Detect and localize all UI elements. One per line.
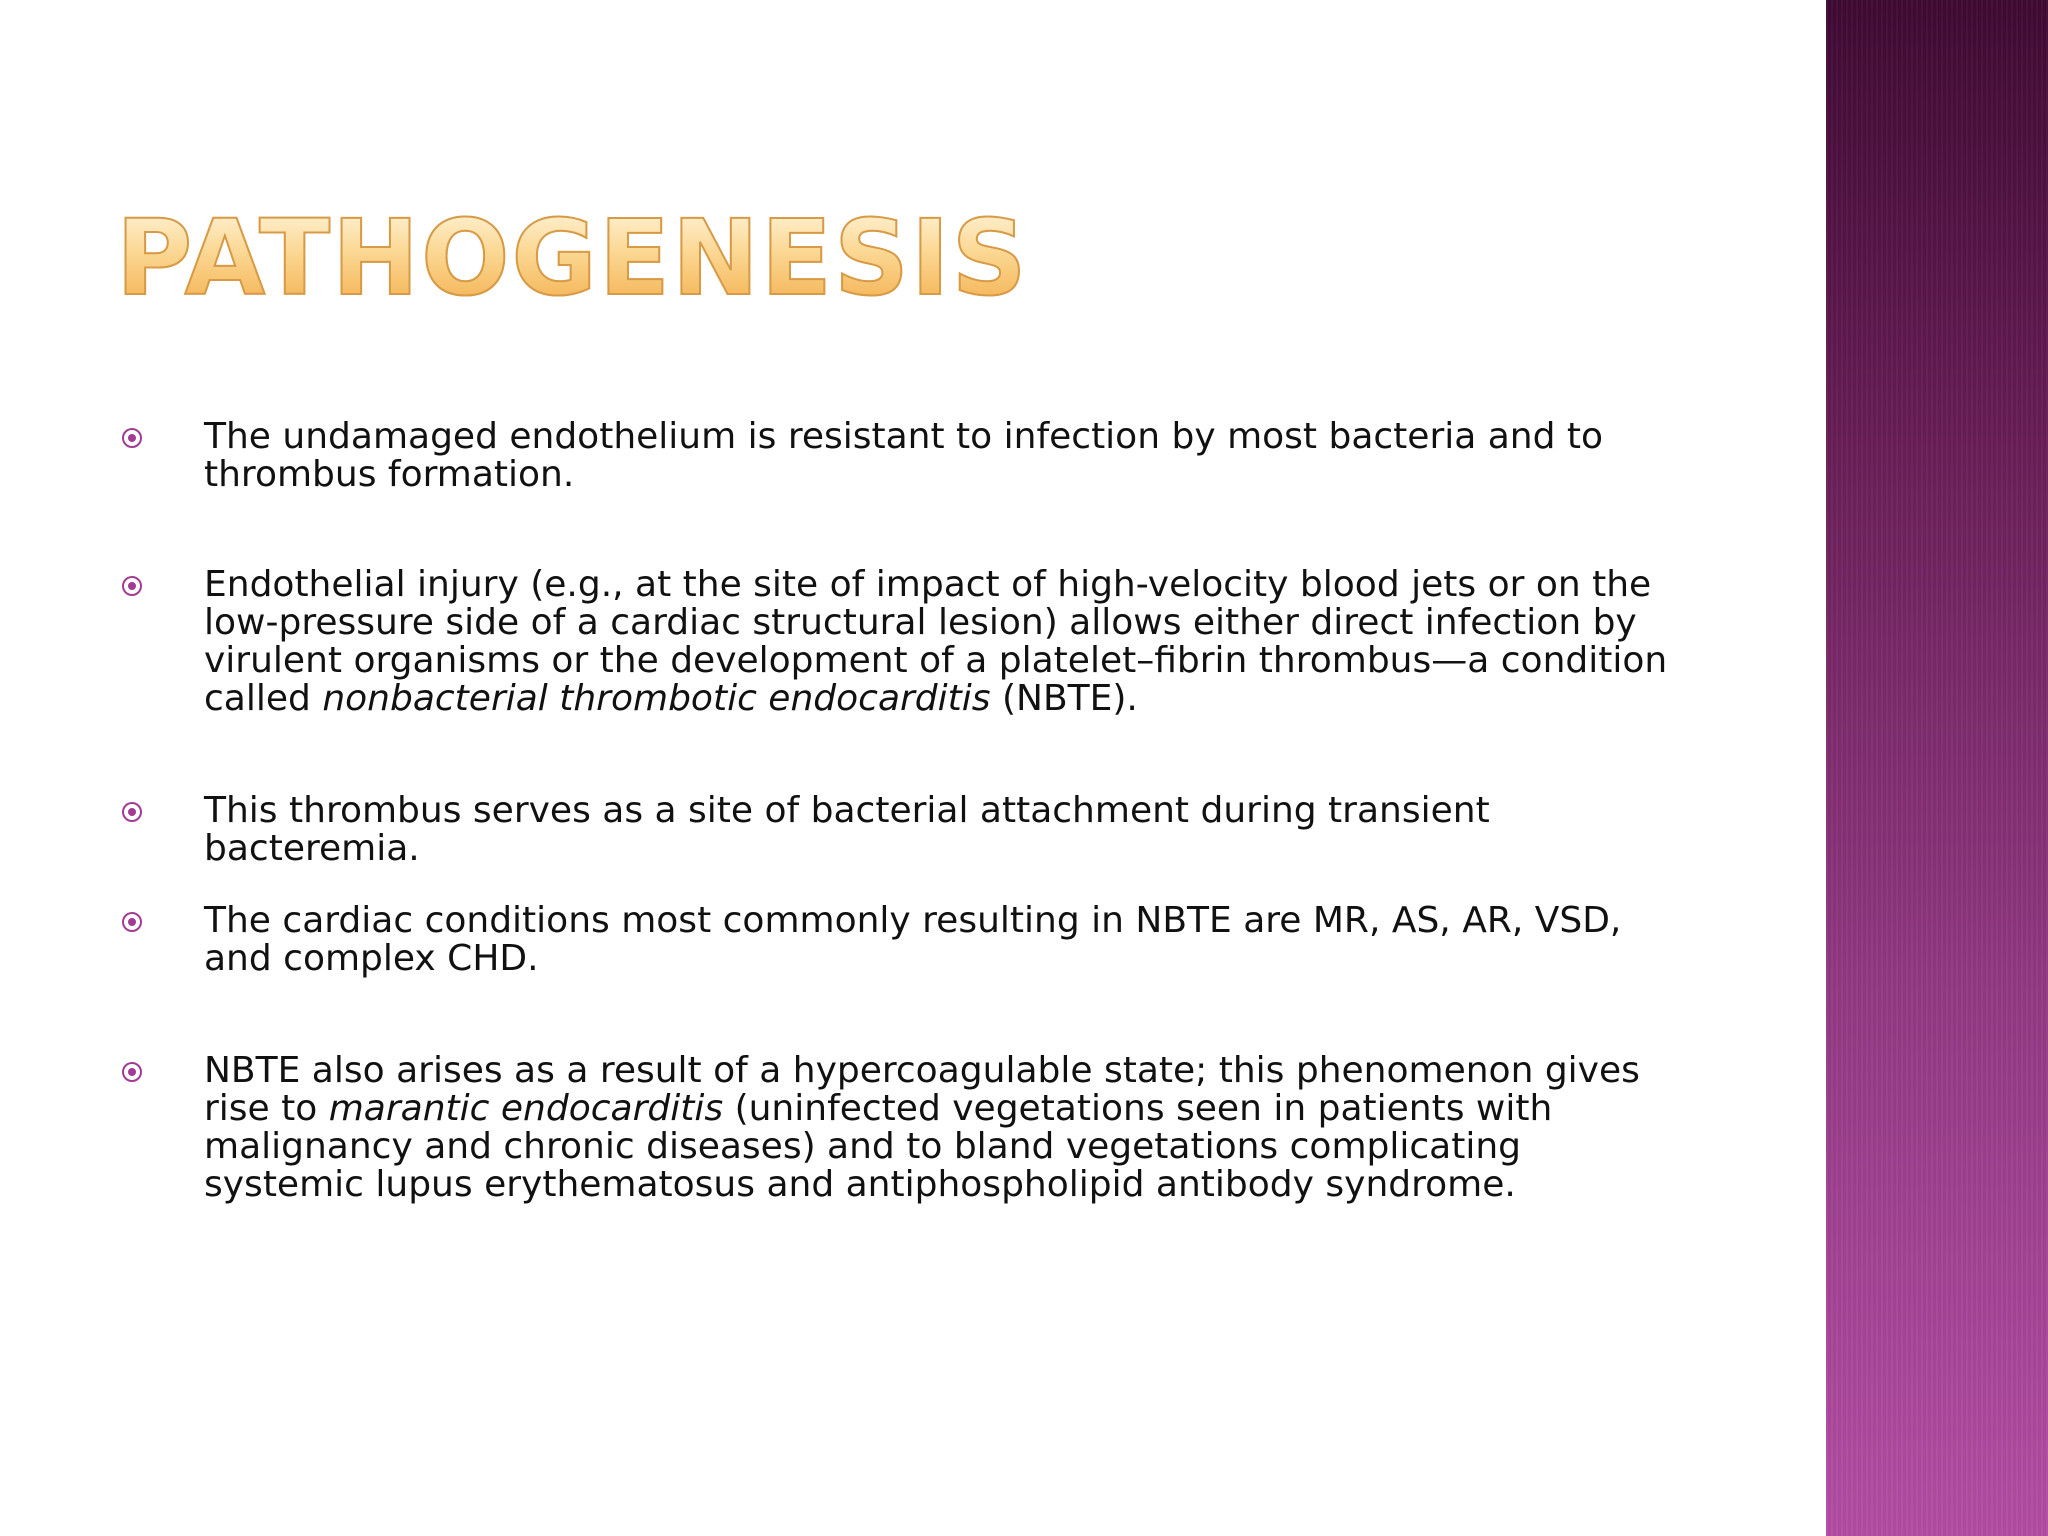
bullet-text-part: NBTE also arises as a result of a hypercoagulable state; this phenomenon gives rise to [204, 1050, 1640, 1129]
slide-title: PATHOGENESIS [116, 197, 1029, 319]
circle-dot-icon [122, 1062, 142, 1082]
bullet-text: This thrombus serves as a site of bacterial attachment during transient bacteremia. [204, 790, 1490, 869]
bullet-text-part: (NBTE). [990, 678, 1138, 719]
bullet-text-italic: marantic endocarditis [328, 1088, 724, 1129]
bullet-text: The cardiac conditions most commonly resulting in NBTE are MR, AS, AR, VSD, and complex CHD. [204, 900, 1622, 979]
bullet-item [122, 902, 1682, 978]
bullet-text: The undamaged endothelium is resistant to infection by most bacteria and to thrombus formation. [204, 416, 1604, 495]
decorative-side-band [1826, 0, 2048, 1536]
bullet-text [204, 1052, 1682, 1204]
bullet-item [122, 566, 1682, 718]
circle-dot-icon [122, 912, 142, 932]
bullet-text-italic: nonbacterial thrombotic endocarditis [322, 678, 991, 719]
bullet-text-part: Endothelial injury (e.g., at the site of impact of high-velocity blood jets or on the low-pressure side of a cardiac structural lesion) allows either direct infection by virulent organisms or the development of a platelet–fibrin thrombus—a condition called [204, 564, 1668, 719]
bullet-item [122, 792, 1682, 868]
circle-dot-icon [122, 802, 142, 822]
circle-dot-icon [122, 428, 142, 448]
bullet-item [122, 1052, 1682, 1204]
bullet-text-part: (uninfected vegetations seen in patients with malignancy and chronic diseases) and to bland vegetations complicating systemic lupus erythematosus and antiphospholipid antibody syndrome. [204, 1088, 1553, 1205]
circle-dot-icon [122, 576, 142, 596]
bullet-item [122, 418, 1682, 494]
bullet-text [204, 566, 1682, 718]
